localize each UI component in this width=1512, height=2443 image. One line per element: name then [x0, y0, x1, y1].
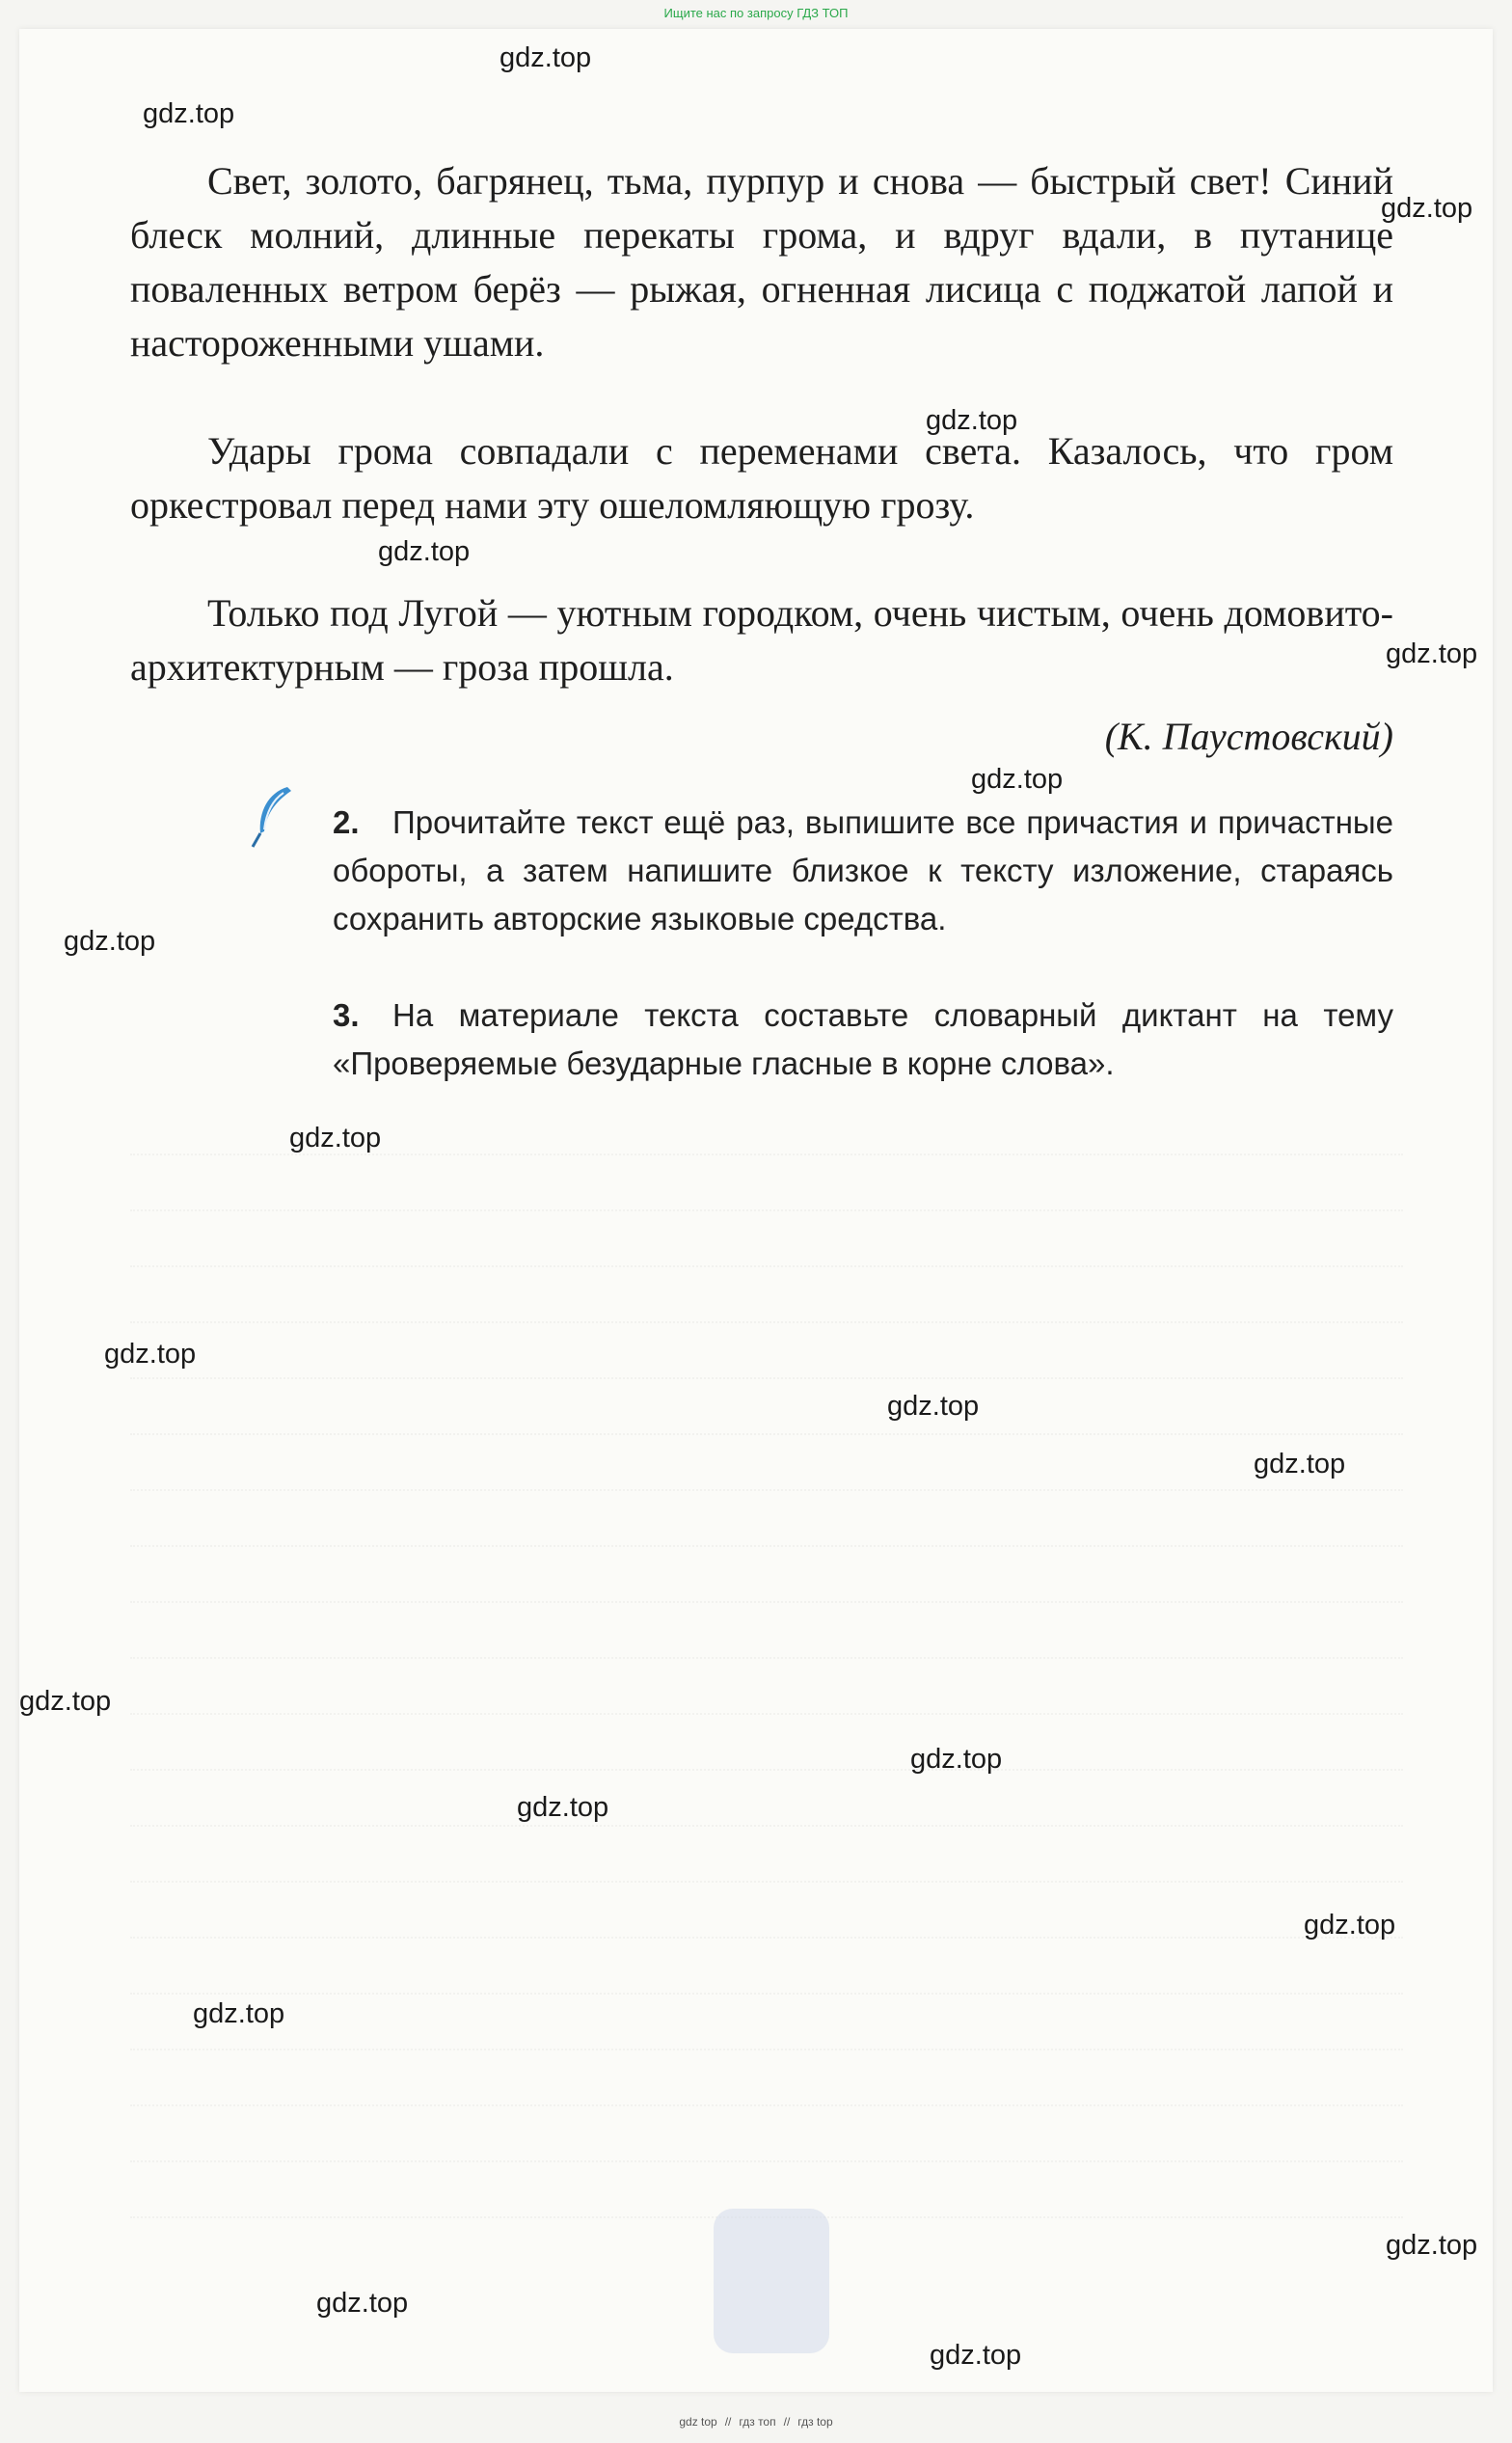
task-2-number: 2.: [333, 804, 360, 840]
story-paragraph-3: Только под Лугой — уютным городком, очень чистым, очень домовито-архитектурным — гроза прошла.: [130, 591, 1393, 689]
watermark: gdz.top: [517, 1792, 609, 1823]
watermark: gdz.top: [1386, 638, 1478, 669]
author-attribution: (К. Паустовский): [1104, 715, 1393, 758]
footer-links: [0, 2415, 1512, 2429]
task-2-text: Прочитайте текст ещё раз, выпишите все причастия и причастные обороты, а затем напишите близкое к тексту изложение, стараясь сохранить авторские языковые средства.: [333, 804, 1393, 936]
watermark: gdz.top: [887, 1391, 980, 1422]
watermark: gdz.top: [500, 42, 592, 73]
footer-link[interactable]: гдз топ: [739, 2415, 776, 2429]
task-2: [333, 799, 1393, 943]
watermark: gdz.top: [910, 1744, 1003, 1775]
footer-separator: //: [783, 2415, 791, 2429]
watermark: gdz.top: [926, 405, 1018, 436]
watermark: gdz.top: [1386, 2230, 1478, 2261]
story-paragraph-1: Свет, золото, багрянец, тьма, пурпур и снова — быстрый свет! Синий блеск молний, длинные перекаты грома, и вдруг вдали, в путанице поваленных ветром берёз — рыжая, огненная лисица с поджатой лапой и настороженными ушами.: [130, 159, 1393, 365]
watermark: gdz.top: [316, 2288, 409, 2319]
feather-icon: [249, 783, 295, 851]
watermark: gdz.top: [1381, 193, 1473, 224]
watermark: gdz.top: [143, 98, 235, 129]
bleed-through-shading: [130, 1099, 1403, 2257]
watermark: gdz.top: [930, 2340, 1022, 2371]
watermark: gdz.top: [1304, 1910, 1396, 1941]
footer-separator: //: [724, 2415, 732, 2429]
watermark: gdz.top: [193, 1998, 285, 2029]
watermark: gdz.top: [1254, 1449, 1346, 1479]
footer-link[interactable]: gdz top: [679, 2415, 717, 2429]
story-paragraph-2: Удары грома совпадали с переменами света. Казалось, что гром оркестровал перед нами эту ошеломляющую грозу.: [130, 429, 1393, 527]
watermark: gdz.top: [64, 926, 156, 957]
footer-link[interactable]: гдз top: [797, 2415, 833, 2429]
task-3-number: 3.: [333, 997, 360, 1033]
watermark: gdz.top: [289, 1123, 382, 1154]
watermark: gdz.top: [19, 1686, 112, 1717]
watermark: gdz.top: [971, 764, 1064, 795]
watermark: gdz.top: [378, 536, 471, 567]
watermark: gdz.top: [104, 1339, 197, 1370]
task-3: [333, 991, 1393, 1088]
search-hint-link[interactable]: Ищите нас по запросу ГДЗ ТОП: [663, 6, 849, 20]
task-3-text: На материале текста составьте словарный диктант на тему «Проверяемые безударные гласные в корне слова».: [333, 997, 1393, 1081]
bleed-through-image: [714, 2209, 829, 2353]
